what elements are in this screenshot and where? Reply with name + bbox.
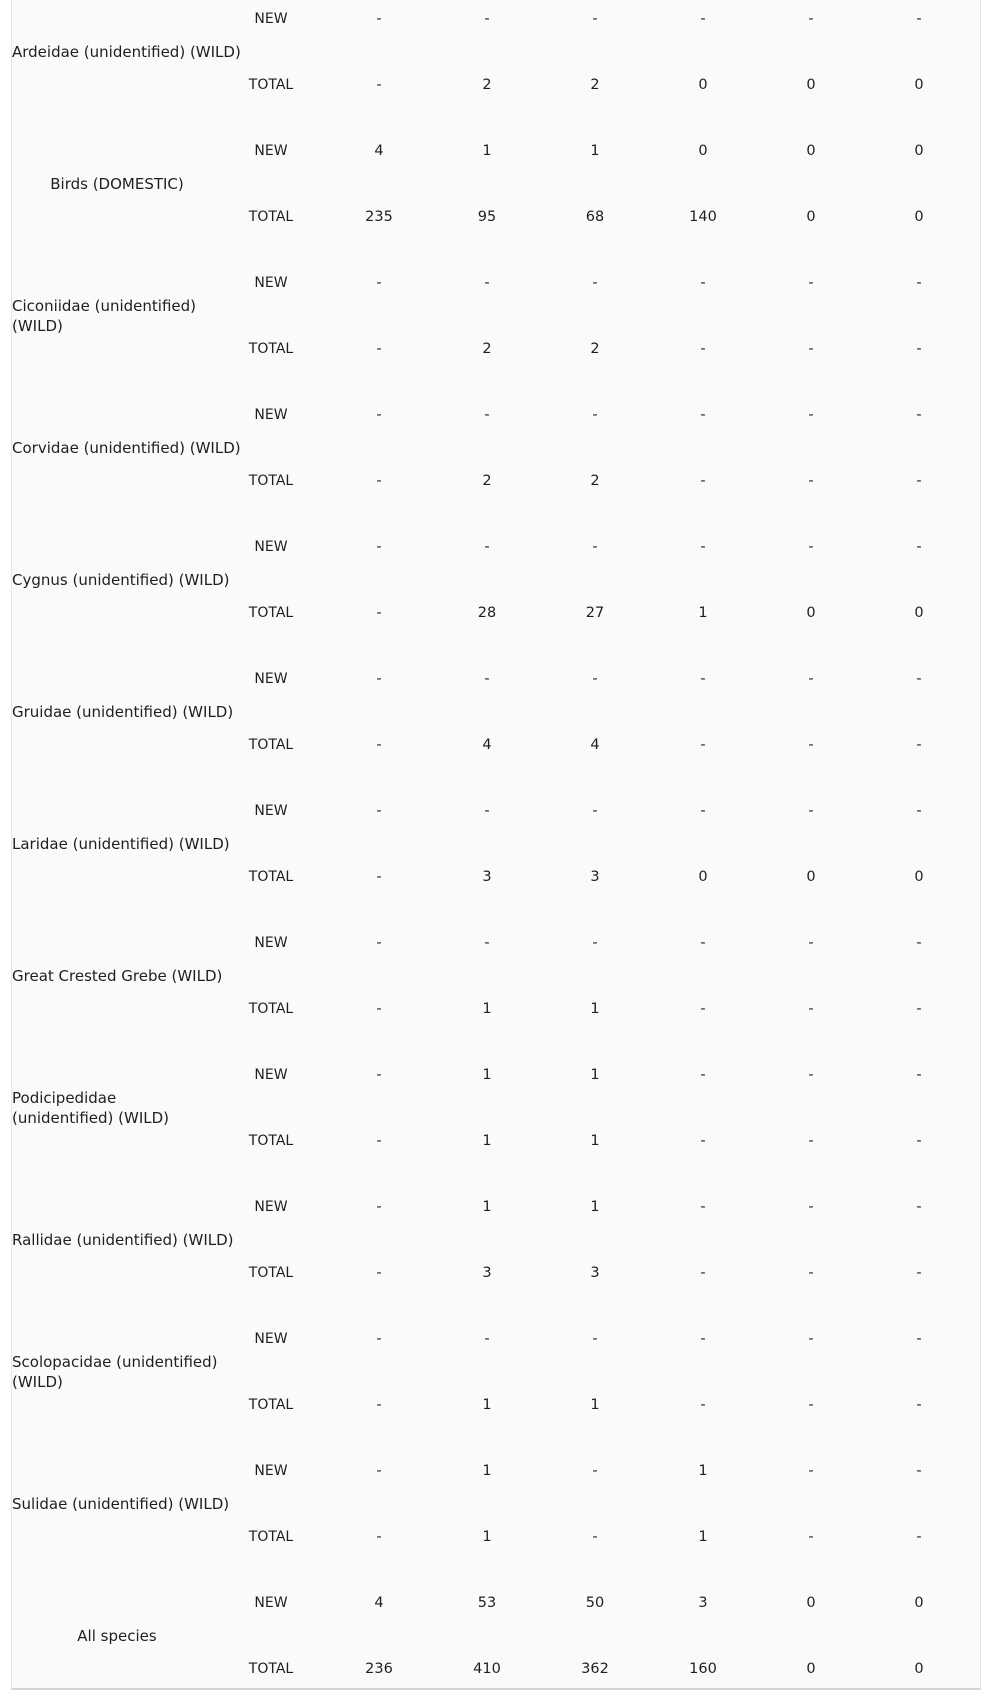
row-type-new: NEW xyxy=(254,1595,288,1611)
total-value-cell: 236 xyxy=(365,1661,393,1677)
total-value-cell: 0 xyxy=(806,869,816,885)
new-value-cell: - xyxy=(916,1067,922,1083)
total-value-cell: - xyxy=(916,1529,922,1545)
row-type-new: NEW xyxy=(254,539,288,555)
row-type-new: NEW xyxy=(254,407,288,423)
total-value-cell: - xyxy=(916,473,922,489)
total-value-cell: - xyxy=(808,473,814,489)
row-type-new: NEW xyxy=(254,671,288,687)
new-value-cell: 1 xyxy=(698,1463,708,1479)
total-value-cell: 0 xyxy=(914,77,924,93)
new-value-cell: - xyxy=(916,11,922,27)
total-value-cell: 3 xyxy=(590,1265,600,1281)
new-value-cell: - xyxy=(916,1199,922,1215)
new-value-cell: 1 xyxy=(590,1199,600,1215)
total-value-cell: - xyxy=(376,341,382,357)
new-value-cell: - xyxy=(808,1067,814,1083)
new-value-cell: - xyxy=(808,1199,814,1215)
new-value-cell: - xyxy=(916,539,922,555)
total-value-cell: 362 xyxy=(581,1661,609,1677)
new-value-cell: - xyxy=(376,1331,382,1347)
total-value-cell: 0 xyxy=(806,1661,816,1677)
row-type-new: NEW xyxy=(254,1463,288,1479)
new-value-cell: - xyxy=(808,407,814,423)
total-value-cell: 95 xyxy=(477,209,497,225)
total-value-cell: 0 xyxy=(914,209,924,225)
total-value-cell: - xyxy=(808,1529,814,1545)
outbreak-summary-table xyxy=(11,0,981,1690)
new-value-cell: 0 xyxy=(806,1595,816,1611)
total-value-cell: - xyxy=(700,341,706,357)
total-value-cell: - xyxy=(808,1265,814,1281)
row-type-new: NEW xyxy=(254,1067,288,1083)
row-type-total: TOTAL xyxy=(248,341,294,357)
new-value-cell: - xyxy=(376,1067,382,1083)
new-value-cell: - xyxy=(700,275,706,291)
row-type-total: TOTAL xyxy=(248,1661,294,1677)
total-value-cell: - xyxy=(376,1265,382,1281)
species-name: Scolopacidae (unidentified) (WILD) xyxy=(12,1353,218,1391)
new-value-cell: - xyxy=(376,935,382,951)
new-value-cell: 0 xyxy=(914,143,924,159)
total-value-cell: 68 xyxy=(585,209,605,225)
new-value-cell: - xyxy=(916,275,922,291)
species-name: Corvidae (unidentified) (WILD) xyxy=(12,439,241,457)
total-value-cell: 0 xyxy=(914,1661,924,1677)
new-value-cell: - xyxy=(700,1331,706,1347)
total-value-cell: - xyxy=(700,1001,706,1017)
row-type-total: TOTAL xyxy=(248,1001,294,1017)
total-value-cell: - xyxy=(376,869,382,885)
total-value-cell: 0 xyxy=(806,605,816,621)
total-value-cell: 1 xyxy=(590,1397,600,1413)
new-value-cell: 53 xyxy=(477,1595,497,1611)
total-value-cell: - xyxy=(916,1133,922,1149)
total-value-cell: - xyxy=(916,1001,922,1017)
total-value-cell: 1 xyxy=(698,1529,708,1545)
new-value-cell: - xyxy=(916,1331,922,1347)
new-value-cell: - xyxy=(808,935,814,951)
total-value-cell: 2 xyxy=(482,341,492,357)
total-value-cell: 1 xyxy=(698,605,708,621)
new-value-cell: - xyxy=(808,539,814,555)
new-value-cell: - xyxy=(592,803,598,819)
new-value-cell: 1 xyxy=(590,143,600,159)
species-name: Gruidae (unidentified) (WILD) xyxy=(12,703,234,721)
total-value-cell: 2 xyxy=(590,473,600,489)
species-name: Sulidae (unidentified) (WILD) xyxy=(12,1495,230,1513)
row-type-total: TOTAL xyxy=(248,1529,294,1545)
new-value-cell: - xyxy=(484,935,490,951)
total-value-cell: - xyxy=(916,1397,922,1413)
total-value-cell: - xyxy=(808,1001,814,1017)
new-value-cell: - xyxy=(376,275,382,291)
total-value-cell: 2 xyxy=(590,341,600,357)
new-value-cell: - xyxy=(700,407,706,423)
new-value-cell: - xyxy=(484,11,490,27)
new-value-cell: - xyxy=(916,935,922,951)
row-type-total: TOTAL xyxy=(248,1397,294,1413)
new-value-cell: - xyxy=(484,1331,490,1347)
total-value-cell: - xyxy=(916,1265,922,1281)
new-value-cell: - xyxy=(916,1463,922,1479)
total-value-cell: 27 xyxy=(585,605,605,621)
new-value-cell: - xyxy=(376,1463,382,1479)
total-value-cell: - xyxy=(376,1001,382,1017)
total-value-cell: 1 xyxy=(482,1001,492,1017)
new-value-cell: 0 xyxy=(914,1595,924,1611)
new-value-cell: - xyxy=(592,671,598,687)
species-name: Rallidae (unidentified) (WILD) xyxy=(12,1231,234,1249)
total-value-cell: - xyxy=(376,1529,382,1545)
total-value-cell: - xyxy=(376,473,382,489)
new-value-cell: 3 xyxy=(698,1595,708,1611)
new-value-cell: - xyxy=(376,671,382,687)
total-value-cell: 2 xyxy=(482,473,492,489)
total-value-cell: 0 xyxy=(698,869,708,885)
new-value-cell: 0 xyxy=(806,143,816,159)
total-value-cell: 140 xyxy=(689,209,717,225)
total-value-cell: - xyxy=(916,341,922,357)
new-value-cell: - xyxy=(376,407,382,423)
total-value-cell: - xyxy=(700,1397,706,1413)
total-value-cell: 0 xyxy=(698,77,708,93)
row-type-total: TOTAL xyxy=(248,1133,294,1149)
new-value-cell: - xyxy=(808,803,814,819)
total-value-cell: - xyxy=(376,1133,382,1149)
new-value-cell: - xyxy=(700,803,706,819)
new-value-cell: - xyxy=(592,407,598,423)
total-value-cell: 1 xyxy=(590,1133,600,1149)
total-value-cell: 3 xyxy=(590,869,600,885)
total-value-cell: 2 xyxy=(590,77,600,93)
new-value-cell: - xyxy=(808,1463,814,1479)
new-value-cell: - xyxy=(700,671,706,687)
new-value-cell: - xyxy=(916,671,922,687)
row-type-total: TOTAL xyxy=(248,605,294,621)
species-name: Laridae (unidentified) (WILD) xyxy=(12,835,230,853)
new-value-cell: - xyxy=(484,275,490,291)
new-value-cell: - xyxy=(592,1331,598,1347)
total-value-cell: 2 xyxy=(482,77,492,93)
total-value-cell: 410 xyxy=(473,1661,501,1677)
total-value-cell: - xyxy=(592,1529,598,1545)
total-value-cell: 1 xyxy=(590,1001,600,1017)
total-value-cell: 0 xyxy=(914,605,924,621)
row-type-total: TOTAL xyxy=(248,1265,294,1281)
new-value-cell: - xyxy=(376,539,382,555)
new-value-cell: - xyxy=(700,11,706,27)
species-name: Podicipedidae (unidentified) (WILD) xyxy=(12,1089,170,1127)
new-value-cell: 1 xyxy=(590,1067,600,1083)
new-value-cell: - xyxy=(700,1067,706,1083)
new-value-cell: - xyxy=(916,803,922,819)
total-value-cell: - xyxy=(376,737,382,753)
new-value-cell: - xyxy=(376,803,382,819)
row-type-new: NEW xyxy=(254,803,288,819)
species-name: All species xyxy=(77,1627,157,1645)
row-type-total: TOTAL xyxy=(248,473,294,489)
new-value-cell: 4 xyxy=(374,1595,384,1611)
new-value-cell: - xyxy=(484,671,490,687)
total-value-cell: - xyxy=(808,1133,814,1149)
new-value-cell: - xyxy=(700,935,706,951)
total-value-cell: 0 xyxy=(806,209,816,225)
new-value-cell: - xyxy=(592,11,598,27)
total-value-cell: - xyxy=(700,1133,706,1149)
row-type-new: NEW xyxy=(254,275,288,291)
total-value-cell: 1 xyxy=(482,1133,492,1149)
total-value-cell: - xyxy=(700,1265,706,1281)
total-value-cell: - xyxy=(376,1397,382,1413)
new-value-cell: - xyxy=(484,539,490,555)
row-type-total: TOTAL xyxy=(248,77,294,93)
new-value-cell: - xyxy=(808,1331,814,1347)
new-value-cell: 1 xyxy=(482,1463,492,1479)
total-value-cell: 1 xyxy=(482,1529,492,1545)
row-type-new: NEW xyxy=(254,1331,288,1347)
row-type-total: TOTAL xyxy=(248,209,294,225)
total-value-cell: - xyxy=(808,341,814,357)
row-type-total: TOTAL xyxy=(248,737,294,753)
total-value-cell: - xyxy=(808,737,814,753)
new-value-cell: - xyxy=(808,671,814,687)
row-type-total: TOTAL xyxy=(248,869,294,885)
species-name: Great Crested Grebe (WILD) xyxy=(12,967,223,985)
row-type-new: NEW xyxy=(254,143,288,159)
total-value-cell: 4 xyxy=(482,737,492,753)
total-value-cell: 3 xyxy=(482,1265,492,1281)
total-value-cell: - xyxy=(376,605,382,621)
new-value-cell: - xyxy=(592,1463,598,1479)
total-value-cell: - xyxy=(376,77,382,93)
row-type-new: NEW xyxy=(254,1199,288,1215)
species-name: Ciconiidae (unidentified) (WILD) xyxy=(12,297,197,335)
new-value-cell: 0 xyxy=(698,143,708,159)
total-value-cell: 160 xyxy=(689,1661,717,1677)
new-value-cell: - xyxy=(700,1199,706,1215)
new-value-cell: - xyxy=(376,1199,382,1215)
total-value-cell: 28 xyxy=(477,605,497,621)
total-value-cell: 235 xyxy=(365,209,393,225)
total-value-cell: - xyxy=(808,1397,814,1413)
new-value-cell: - xyxy=(700,539,706,555)
total-value-cell: - xyxy=(700,473,706,489)
new-value-cell: 1 xyxy=(482,1199,492,1215)
total-value-cell: 3 xyxy=(482,869,492,885)
total-value-cell: 0 xyxy=(914,869,924,885)
total-value-cell: 0 xyxy=(806,77,816,93)
total-value-cell: - xyxy=(916,737,922,753)
new-value-cell: 1 xyxy=(482,143,492,159)
new-value-cell: 50 xyxy=(585,1595,605,1611)
new-value-cell: - xyxy=(592,539,598,555)
row-type-new: NEW xyxy=(254,935,288,951)
total-value-cell: - xyxy=(700,737,706,753)
new-value-cell: - xyxy=(808,275,814,291)
new-value-cell: - xyxy=(916,407,922,423)
new-value-cell: 4 xyxy=(374,143,384,159)
row-type-new: NEW xyxy=(254,11,288,27)
species-name: Birds (DOMESTIC) xyxy=(50,175,184,193)
new-value-cell: 1 xyxy=(482,1067,492,1083)
new-value-cell: - xyxy=(592,275,598,291)
new-value-cell: - xyxy=(592,935,598,951)
new-value-cell: - xyxy=(376,11,382,27)
total-value-cell: 1 xyxy=(482,1397,492,1413)
species-name: Cygnus (unidentified) (WILD) xyxy=(12,571,230,589)
new-value-cell: - xyxy=(808,11,814,27)
new-value-cell: - xyxy=(484,407,490,423)
total-value-cell: 4 xyxy=(590,737,600,753)
species-name: Ardeidae (unidentified) (WILD) xyxy=(12,43,241,61)
new-value-cell: - xyxy=(484,803,490,819)
